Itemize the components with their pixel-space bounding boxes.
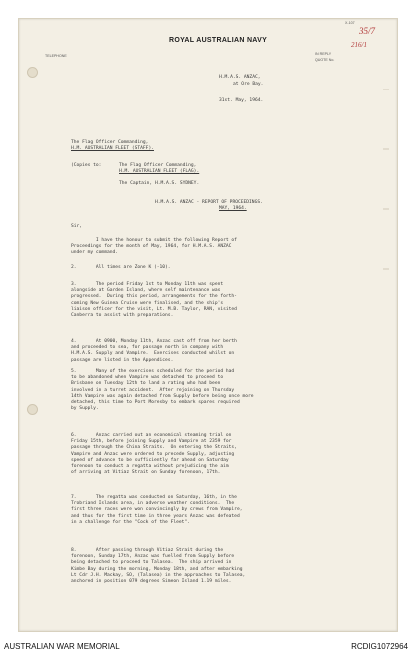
punch-hole — [27, 404, 38, 415]
in-reply-label: IN REPLY — [315, 52, 332, 56]
subject-line-1: H.M.A.S. ANZAC - REPORT OF PROCEEDINGS. — [155, 200, 263, 205]
copies-line-3: The Captain, H.M.A.S. SYDNEY. — [119, 181, 200, 186]
quote-no-label: QUOTE No. — [315, 58, 335, 62]
footer-left: AUSTRALIAN WAR MEMORIAL — [4, 642, 120, 651]
document-page — [18, 18, 398, 632]
ship-location: at Ore Bay. — [233, 82, 264, 87]
letterhead: ROYAL AUSTRALIAN NAVY — [169, 37, 268, 44]
copies-line-2: H.M. AUSTRALIAN FLEET (FLAG). — [119, 169, 200, 174]
copies-lead: (Copies to: — [71, 163, 102, 168]
ship-name: H.M.A.S. ANZAC, — [219, 75, 261, 80]
margin-marks — [381, 89, 391, 309]
paragraph-7: 7. The regatta was conducted on Saturday, 16th, in the Trobriand Islands area, in adverse weather conditions. The first three races were won convincingly by crews from Vampire, and thus for the first time in three years Anzac was defeated in a challenge for the "Cock of the Fleet". — [71, 495, 243, 525]
subject-line-2: MAY, 1964. — [219, 206, 247, 211]
punch-hole — [27, 67, 38, 78]
paragraph-intro: I have the honour to submit the following Report of Proceedings for the month of May, 1964, for H.M.A.S. ANZAC under my command. — [71, 238, 237, 256]
letter-date: 31st. May, 1964. — [219, 98, 264, 103]
paragraph-5: 5. Many of the exercises scheduled for the period had to be abandoned when Vampire was detached to proceed to Brisbane on Tuesday 12th to land a rating who had been involved in a turret accident. After rejoining on Thursday 14th Vampire was again detached from Supply before being once more detached, this time to Port Moresby to embark spares required by Supply. — [71, 369, 254, 412]
telephone-label: TELEPHONE — [45, 54, 67, 58]
copies-line-1: The Flag Officer Commanding, — [119, 163, 197, 168]
addressee-line-1: The Flag Officer Commanding, — [71, 140, 149, 145]
paragraph-6: 6. Anzac carried out an economical steaming trial on Friday 15th, before joining Supply and Vampire at 2359 for passage through the China Straits. On entering the Straits, Vampire and Anzac were ordered to precede Supply, adjusting speed of advance to be sufficiently far ahead on Saturday forenoon to conduct a regatta without prejudicing the aim of arriving at Vitiaz Strait on Sunday forenoon, 17th. — [71, 433, 237, 476]
handwritten-ref-2: 216/1 — [351, 41, 367, 49]
stamp-top: X-107 — [345, 21, 355, 25]
paragraph-8: 8. After passing through Vitiaz Strait during the forenoon, Sunday 17th, Anzac was fuelled from Supply before being detached to proceed to Talasea. The ship arrived in Kimbe Bay during the morning, Monday 18th, and after embarking Lt Cdr J.H. Mackay, SO, (Talasea) in the approaches to Talasea, anchored in position 079 degrees Simeon Island 1.19 miles. — [71, 548, 246, 585]
addressee-line-2: H.M. AUSTRALIAN FLEET (STAFF). — [71, 146, 154, 151]
handwritten-ref-1: 35/7 — [359, 26, 376, 36]
footer-right: RCDIG1072964 — [351, 642, 408, 651]
paragraph-4: 4. At 0900, Monday 11th, Anzac cast off from her berth and proceeded to sea, for passage north in company with H.M.A.S. Supply and Vampire. Exercises conducted whilst on passage are listed in the Appendices. — [71, 339, 237, 363]
paragraph-2: 2. All times are Zone K (-10). — [71, 265, 171, 270]
salutation: Sir, — [71, 224, 83, 229]
paragraph-3: 3. The period Friday 1st to Monday 11th was spent alongside at Garden Island, where self maintenance was progressed. During this period, arrangements for the forth- coming New Guinea Cruise were finalised, and the ship's liaison officer for the visit, Lt. M.B. Taylor, RAN, visited Canberra to assist with preparations. — [71, 282, 237, 319]
